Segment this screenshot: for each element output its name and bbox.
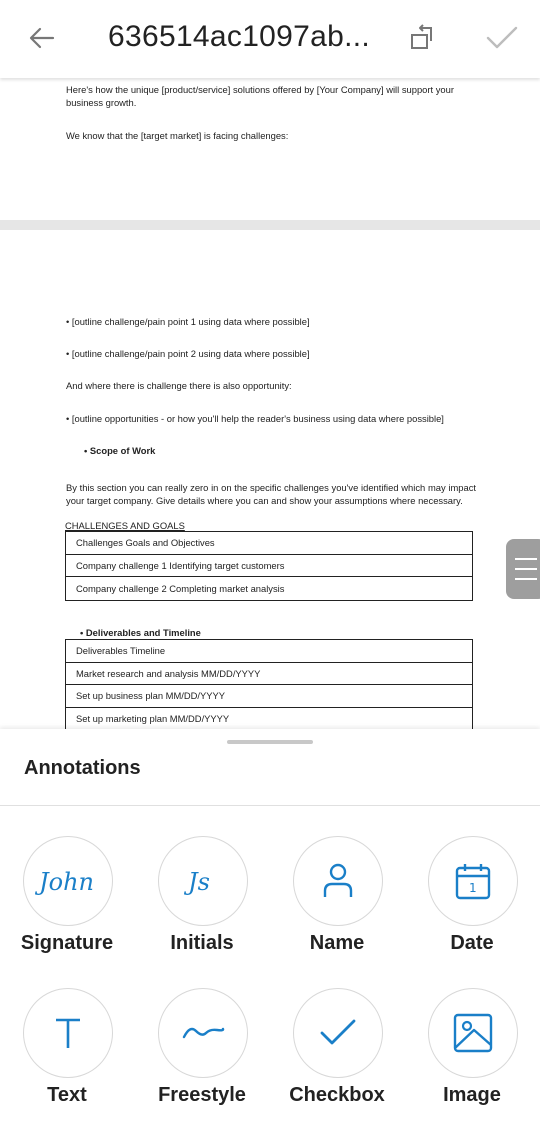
doc-bullet-1: • [outline challenge/pain point 1 using data where possible] xyxy=(66,316,310,327)
initials-icon xyxy=(178,861,228,901)
rotate-icon xyxy=(407,23,437,53)
svg-text:1: 1 xyxy=(469,881,477,895)
arrow-left-icon xyxy=(29,27,55,49)
handle-line xyxy=(515,568,537,570)
doc-scope-heading: • Scope of Work xyxy=(84,445,156,456)
doc-scope-text: By this section you can really zero in on the specific challenges you've identified which may impact your target company. Give details where you can and show your assumptions where necessary. xyxy=(66,482,476,506)
document-preview[interactable] xyxy=(0,78,540,730)
confirm-button[interactable] xyxy=(480,18,524,58)
freestyle-tool[interactable] xyxy=(142,988,262,1128)
freestyle-button[interactable] xyxy=(158,988,248,1078)
table-row: Deliverables Timeline xyxy=(66,640,472,663)
calendar-icon xyxy=(454,861,492,901)
text-label: Text xyxy=(47,1084,87,1106)
initials-button[interactable] xyxy=(158,836,248,926)
handle-line xyxy=(515,558,537,560)
image-label: Image xyxy=(443,1084,501,1106)
challenges-table xyxy=(65,531,473,601)
doc-bullet-3: • [outline opportunities - or how you'll help the reader's business using data where possible] xyxy=(66,413,444,424)
sheet-drag-handle[interactable] xyxy=(227,740,313,744)
document-title: 636514ac1097ab... xyxy=(108,20,371,53)
handle-line xyxy=(515,578,537,580)
doc-challenges-heading: CHALLENGES AND GOALS xyxy=(65,520,185,531)
signature-icon xyxy=(33,861,103,901)
signature-label: Signature xyxy=(20,932,114,954)
doc-deliverables-heading: • Deliverables and Timeline xyxy=(80,627,201,638)
doc-intro: Here's how the unique [product/service] solutions offered by [Your Company] will support your business growth. xyxy=(66,84,454,108)
divider xyxy=(0,805,540,806)
scroll-handle[interactable] xyxy=(506,539,540,599)
date-label: Date xyxy=(450,932,494,954)
table-row: Set up business plan MM/DD/YYYY xyxy=(66,685,472,708)
signature-tool[interactable] xyxy=(7,836,127,976)
signature-button[interactable] xyxy=(23,836,113,926)
table-row: Set up marketing plan MM/DD/YYYY xyxy=(76,713,230,725)
checkbox-tool[interactable] xyxy=(277,988,397,1128)
check-icon xyxy=(485,25,519,51)
name-label: Name xyxy=(309,932,365,954)
back-button[interactable] xyxy=(22,20,62,56)
text-tool[interactable] xyxy=(7,988,127,1128)
table-row: Challenges Goals and Objectives xyxy=(66,532,472,555)
svg-text:John: John xyxy=(39,868,94,896)
date-button[interactable] xyxy=(428,836,518,926)
deliverables-table xyxy=(65,639,473,730)
doc-opportunity: And where there is challenge there is also opportunity: xyxy=(66,380,292,391)
table-row: Market research and analysis MM/DD/YYYY xyxy=(66,663,472,686)
annotations-sheet xyxy=(0,729,540,1140)
page-divider xyxy=(0,220,540,230)
checkbox-label: Checkbox xyxy=(289,1084,385,1106)
sheet-title: Annotations xyxy=(24,757,141,779)
rotate-button[interactable] xyxy=(402,18,442,58)
name-tool[interactable] xyxy=(277,836,397,976)
freestyle-icon xyxy=(181,1021,225,1045)
checkmark-icon xyxy=(318,1018,358,1048)
initials-tool[interactable] xyxy=(142,836,262,976)
svg-text:Js: Js xyxy=(188,868,210,896)
name-button[interactable] xyxy=(293,836,383,926)
table-row: Company challenge 1 Identifying target customers xyxy=(66,555,472,578)
app-bar xyxy=(0,0,540,78)
image-button[interactable] xyxy=(428,988,518,1078)
text-icon xyxy=(53,1016,83,1050)
checkbox-button[interactable] xyxy=(293,988,383,1078)
initials-label: Initials xyxy=(170,932,234,954)
image-tool[interactable] xyxy=(412,988,532,1128)
doc-bullet-2: • [outline challenge/pain point 2 using data where possible] xyxy=(66,348,310,359)
image-icon xyxy=(452,1012,494,1054)
doc-challenges-intro: We know that the [target market] is facing challenges: xyxy=(66,130,289,141)
person-icon xyxy=(320,861,356,901)
date-tool[interactable] xyxy=(412,836,532,976)
freestyle-label: Freestyle xyxy=(158,1084,246,1106)
table-row: Company challenge 2 Completing market analysis xyxy=(76,582,285,594)
text-button[interactable] xyxy=(23,988,113,1078)
